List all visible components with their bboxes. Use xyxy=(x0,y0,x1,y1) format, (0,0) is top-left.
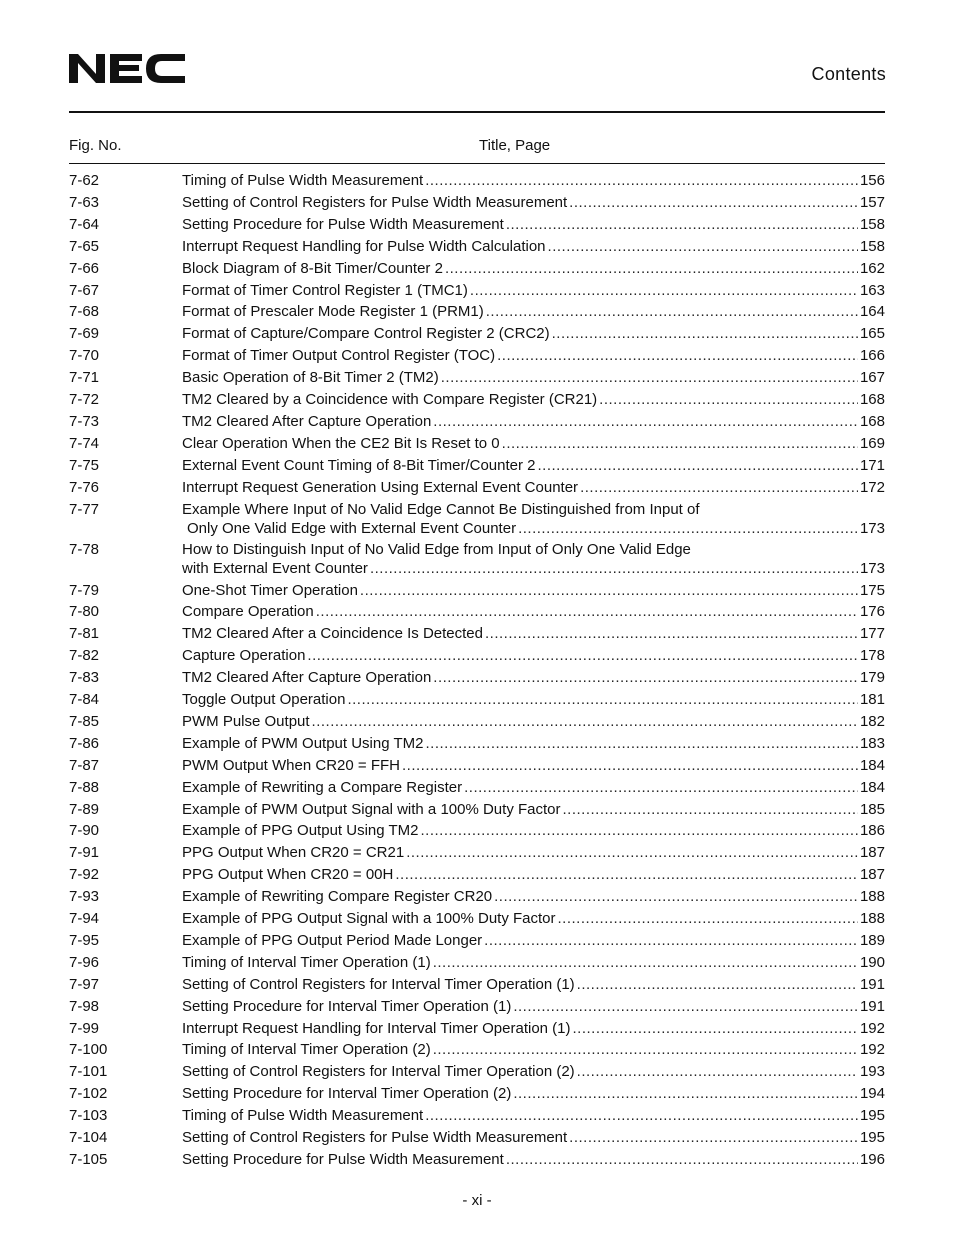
figure-number: 7-73 xyxy=(69,412,100,430)
dot-leader xyxy=(441,368,858,387)
figure-entry xyxy=(69,540,885,578)
figure-entry xyxy=(69,602,885,621)
dot-leader xyxy=(563,800,858,819)
figure-entry xyxy=(69,1040,885,1059)
figure-title: Example of Rewriting a Compare Register xyxy=(182,778,463,796)
column-header-title-page: Title, Page xyxy=(479,137,551,154)
figure-title: PWM Pulse Output xyxy=(182,712,310,730)
dot-leader xyxy=(494,887,858,906)
page-number: - xi - xyxy=(462,1192,492,1209)
dot-leader xyxy=(552,324,858,343)
dot-leader xyxy=(433,668,858,687)
dot-leader xyxy=(433,412,858,431)
page-reference: 192 xyxy=(859,1019,885,1037)
dot-leader xyxy=(580,478,858,497)
page-reference: 172 xyxy=(859,478,885,496)
figure-number: 7-74 xyxy=(69,434,100,452)
section-title: Contents xyxy=(811,64,886,84)
figure-entry xyxy=(69,193,885,212)
figure-number: 7-77 xyxy=(69,500,100,518)
header-rule xyxy=(69,111,885,113)
figure-entry xyxy=(69,346,885,365)
page-reference: 168 xyxy=(859,391,885,408)
figure-title: Block Diagram of 8-Bit Timer/Counter 2 xyxy=(182,259,443,277)
dot-leader xyxy=(538,456,858,475)
figure-title: Setting of Control Registers for Interval Timer Operation (2) xyxy=(182,1063,575,1081)
figure-title: Format of Timer Control Register 1 (TMC1) xyxy=(182,281,468,299)
page-reference: 179 xyxy=(859,669,885,687)
page-reference: 188 xyxy=(859,910,885,927)
figure-title: Setting of Control Registers for Pulse Width Measurement xyxy=(182,1129,568,1146)
dot-leader xyxy=(406,843,858,862)
figure-number: 7-84 xyxy=(69,691,100,708)
dot-leader xyxy=(307,646,858,665)
dot-leader xyxy=(513,997,858,1016)
figure-number: 7-102 xyxy=(69,1085,108,1103)
figure-title: TM2 Cleared After a Coincidence Is Detected xyxy=(182,625,483,643)
figure-entry xyxy=(69,1062,885,1081)
figure-entry xyxy=(69,712,885,731)
figure-title: One-Shot Timer Operation xyxy=(182,581,358,599)
figure-title: TM2 Cleared After Capture Operation xyxy=(182,669,432,687)
page-reference: 173 xyxy=(859,560,885,577)
page-reference: 184 xyxy=(859,756,885,774)
figure-entry xyxy=(69,259,885,278)
page-reference: 164 xyxy=(859,303,885,321)
figure-entry xyxy=(69,778,885,797)
figure-entry xyxy=(69,1150,885,1169)
page-reference: 187 xyxy=(859,866,885,884)
page-reference: 195 xyxy=(859,1129,885,1146)
page-reference: 156 xyxy=(859,172,885,189)
figure-entry xyxy=(69,434,885,453)
page-reference: 176 xyxy=(859,603,885,621)
dot-leader xyxy=(425,1106,858,1125)
figure-title: Example of PWM Output Using TM2 xyxy=(182,734,424,752)
page-reference: 189 xyxy=(859,931,885,949)
figure-title: Example of PWM Output Signal with a 100% Duty Factor xyxy=(182,800,561,818)
figure-number: 7-63 xyxy=(69,193,100,211)
figure-number: 7-72 xyxy=(69,391,100,408)
dot-leader xyxy=(425,734,857,753)
dot-leader xyxy=(506,215,858,234)
page-reference: 167 xyxy=(859,369,885,387)
figure-title: Example of Rewriting Compare Register CR20 xyxy=(182,888,493,906)
figure-title: Setting Procedure for Interval Timer Operation (2) xyxy=(182,1085,512,1103)
figure-entry xyxy=(69,953,885,972)
dot-leader xyxy=(548,237,858,256)
figure-number: 7-71 xyxy=(69,369,100,387)
page-reference: 173 xyxy=(859,519,885,537)
page-reference: 182 xyxy=(859,712,885,730)
dot-leader xyxy=(502,434,858,453)
column-header-fig-no: Fig. No. xyxy=(69,137,122,154)
figure-number: 7-97 xyxy=(69,975,100,993)
figure-number: 7-67 xyxy=(69,281,100,299)
figure-number: 7-103 xyxy=(69,1107,108,1125)
figure-entry xyxy=(69,281,885,300)
page-reference: 168 xyxy=(859,412,885,430)
figure-entry xyxy=(69,690,885,709)
page-reference: 186 xyxy=(859,822,885,840)
figure-title: Clear Operation When the CE2 Bit Is Reset to 0 xyxy=(182,434,500,452)
figure-number: 7-90 xyxy=(69,822,100,840)
dot-leader xyxy=(484,931,858,950)
figure-title: Setting Procedure for Pulse Width Measurement xyxy=(182,215,504,233)
dot-leader xyxy=(558,909,858,928)
figure-entry xyxy=(69,500,885,538)
figure-number: 7-93 xyxy=(69,888,100,906)
figure-title: Example of PPG Output Period Made Longer xyxy=(182,931,483,949)
figure-number: 7-79 xyxy=(69,581,100,599)
figure-entry xyxy=(69,1084,885,1103)
dot-leader xyxy=(569,193,858,212)
figure-entry xyxy=(69,821,885,840)
figure-entry xyxy=(69,756,885,775)
figure-number: 7-66 xyxy=(69,259,100,277)
page-reference: 162 xyxy=(859,259,885,277)
figure-title: Timing of Pulse Width Measurement xyxy=(182,1107,424,1125)
dot-leader xyxy=(370,559,858,578)
figure-title: Timing of Interval Timer Operation (1) xyxy=(182,953,431,971)
page-reference: 177 xyxy=(859,625,885,643)
figure-entry xyxy=(69,975,885,994)
dot-leader xyxy=(402,756,858,775)
figure-number: 7-100 xyxy=(69,1041,108,1059)
figure-title: Setting of Control Registers for Interval Timer Operation (1) xyxy=(182,975,575,993)
figure-entry xyxy=(69,412,885,431)
dot-leader xyxy=(464,778,858,797)
figure-number: 7-92 xyxy=(69,866,100,884)
figure-entry xyxy=(69,931,885,950)
dot-leader xyxy=(445,259,858,278)
figure-number: 7-76 xyxy=(69,478,100,496)
dot-leader xyxy=(470,281,858,300)
page-reference: 158 xyxy=(859,215,885,233)
figure-number: 7-83 xyxy=(69,669,100,687)
nec-logo xyxy=(69,50,187,88)
figure-number: 7-104 xyxy=(69,1129,108,1146)
figure-title: PPG Output When CR20 = CR21 xyxy=(182,844,405,862)
dot-leader xyxy=(433,1040,858,1059)
dot-leader xyxy=(425,171,858,190)
page-reference: 192 xyxy=(859,1041,885,1059)
dot-leader xyxy=(312,712,858,731)
dot-leader xyxy=(485,624,858,643)
figure-number: 7-105 xyxy=(69,1150,108,1168)
page-reference: 184 xyxy=(859,778,885,796)
figure-title: Format of Capture/Compare Control Register 2 (CRC2) xyxy=(182,325,550,343)
figure-number: 7-68 xyxy=(69,303,100,321)
figure-title: Example of PPG Output Using TM2 xyxy=(182,822,419,840)
figure-title: Example of PPG Output Signal with a 100% Duty Factor xyxy=(182,910,556,927)
dot-leader xyxy=(577,1062,858,1081)
page-reference: 178 xyxy=(859,647,885,665)
figure-entry xyxy=(69,215,885,234)
figure-entry xyxy=(69,171,885,190)
figure-entry xyxy=(69,997,885,1016)
figure-title: Compare Operation xyxy=(182,603,314,621)
figure-number: 7-70 xyxy=(69,347,100,365)
dot-leader xyxy=(518,519,858,538)
page-reference: 181 xyxy=(859,691,885,708)
column-header-rule xyxy=(69,163,885,164)
figure-title: Interrupt Request Handling for Interval Timer Operation (1) xyxy=(182,1019,571,1037)
figure-title: Setting Procedure for Pulse Width Measurement xyxy=(182,1150,504,1168)
figure-title: How to Distinguish Input of No Valid Edge from Input of Only One Valid Edge xyxy=(182,541,691,558)
page-reference: 191 xyxy=(859,997,885,1015)
figure-number: 7-95 xyxy=(69,931,100,949)
figure-title: TM2 Cleared After Capture Operation xyxy=(182,412,432,430)
figure-entry xyxy=(69,1106,885,1125)
page-reference: 193 xyxy=(859,1063,885,1081)
figure-entry xyxy=(69,734,885,753)
page-reference: 195 xyxy=(859,1107,885,1125)
figure-number: 7-91 xyxy=(69,844,100,862)
figure-title: Format of Prescaler Mode Register 1 (PRM1) xyxy=(182,303,484,321)
figure-title: Only One Valid Edge with External Event Counter xyxy=(187,519,517,537)
figure-entry xyxy=(69,1128,885,1147)
figure-number: 7-86 xyxy=(69,734,100,752)
figure-title: Timing of Interval Timer Operation (2) xyxy=(182,1041,431,1059)
figure-entry xyxy=(69,668,885,687)
page-reference: 157 xyxy=(859,193,885,211)
dot-leader xyxy=(486,302,858,321)
dot-leader xyxy=(506,1150,858,1169)
figure-number: 7-82 xyxy=(69,647,100,665)
dot-leader xyxy=(513,1084,858,1103)
figure-entry xyxy=(69,324,885,343)
dot-leader xyxy=(577,975,858,994)
figure-number: 7-78 xyxy=(69,541,100,558)
figure-title: Interrupt Request Generation Using External Event Counter xyxy=(182,478,579,496)
dot-leader xyxy=(347,690,858,709)
figure-entry xyxy=(69,800,885,819)
figure-entry xyxy=(69,390,885,409)
page-reference: 185 xyxy=(859,800,885,818)
page-reference: 183 xyxy=(859,734,885,752)
figure-title: PWM Output When CR20 = FFH xyxy=(182,756,400,774)
page-reference: 188 xyxy=(859,888,885,906)
dot-leader xyxy=(316,602,858,621)
page-reference: 169 xyxy=(859,434,885,452)
page-reference: 190 xyxy=(859,953,885,971)
page-reference: 194 xyxy=(859,1085,885,1103)
page-reference: 165 xyxy=(859,325,885,343)
page-reference: 196 xyxy=(859,1150,885,1168)
figure-number: 7-75 xyxy=(69,456,100,474)
figure-title: Example Where Input of No Valid Edge Cannot Be Distinguished from Input of xyxy=(182,500,700,518)
figure-number: 7-88 xyxy=(69,778,100,796)
page-reference: 171 xyxy=(859,456,885,474)
figure-title: Capture Operation xyxy=(182,647,306,665)
figure-title: with External Event Counter xyxy=(182,560,368,577)
figure-title: Format of Timer Output Control Register (TOC) xyxy=(182,347,496,365)
dot-leader xyxy=(497,346,858,365)
figure-entry xyxy=(69,624,885,643)
page-reference: 191 xyxy=(859,975,885,993)
dot-leader xyxy=(395,865,858,884)
figure-number: 7-69 xyxy=(69,325,100,343)
figure-entry xyxy=(69,887,885,906)
figure-number: 7-98 xyxy=(69,997,100,1015)
figure-entry xyxy=(69,237,885,256)
figure-entry xyxy=(69,456,885,475)
figure-title: External Event Count Timing of 8-Bit Timer/Counter 2 xyxy=(182,456,536,474)
figure-number: 7-87 xyxy=(69,756,100,774)
dot-leader xyxy=(421,821,858,840)
figure-entry xyxy=(69,1019,885,1038)
dot-leader xyxy=(569,1128,858,1147)
figure-number: 7-81 xyxy=(69,625,100,643)
figure-entry xyxy=(69,843,885,862)
figure-number: 7-80 xyxy=(69,603,100,621)
figure-title: Interrupt Request Handling for Pulse Width Calculation xyxy=(182,237,546,255)
figure-entry xyxy=(69,865,885,884)
figure-title: PPG Output When CR20 = 00H xyxy=(182,866,394,884)
page-reference: 158 xyxy=(859,237,885,255)
figure-entry xyxy=(69,909,885,928)
page-reference: 175 xyxy=(859,581,885,599)
figure-title: TM2 Cleared by a Coincidence with Compare Register (CR21) xyxy=(182,391,598,408)
figure-number: 7-96 xyxy=(69,953,100,971)
dot-leader xyxy=(433,953,858,972)
figure-title: Timing of Pulse Width Measurement xyxy=(182,172,424,189)
figure-number: 7-65 xyxy=(69,237,100,255)
figure-entry xyxy=(69,368,885,387)
figure-entry xyxy=(69,581,885,600)
figure-number: 7-99 xyxy=(69,1019,100,1037)
figure-entry xyxy=(69,302,885,321)
figure-entry xyxy=(69,646,885,665)
figure-title: Basic Operation of 8-Bit Timer 2 (TM2) xyxy=(182,369,439,387)
page-reference: 163 xyxy=(859,281,885,299)
page-reference: 187 xyxy=(859,844,885,862)
figure-number: 7-64 xyxy=(69,215,100,233)
dot-leader xyxy=(360,581,858,600)
page-reference: 166 xyxy=(859,347,885,365)
figure-number: 7-94 xyxy=(69,910,100,927)
figure-number: 7-62 xyxy=(69,172,100,189)
figure-title: Setting of Control Registers for Pulse Width Measurement xyxy=(182,193,568,211)
figure-number: 7-89 xyxy=(69,800,100,818)
figure-number: 7-101 xyxy=(69,1063,108,1081)
figure-number: 7-85 xyxy=(69,712,100,730)
dot-leader xyxy=(599,390,858,409)
dot-leader xyxy=(573,1019,858,1038)
figure-title: Setting Procedure for Interval Timer Operation (1) xyxy=(182,997,512,1015)
figure-entry xyxy=(69,478,885,497)
figure-title: Toggle Output Operation xyxy=(182,691,346,708)
